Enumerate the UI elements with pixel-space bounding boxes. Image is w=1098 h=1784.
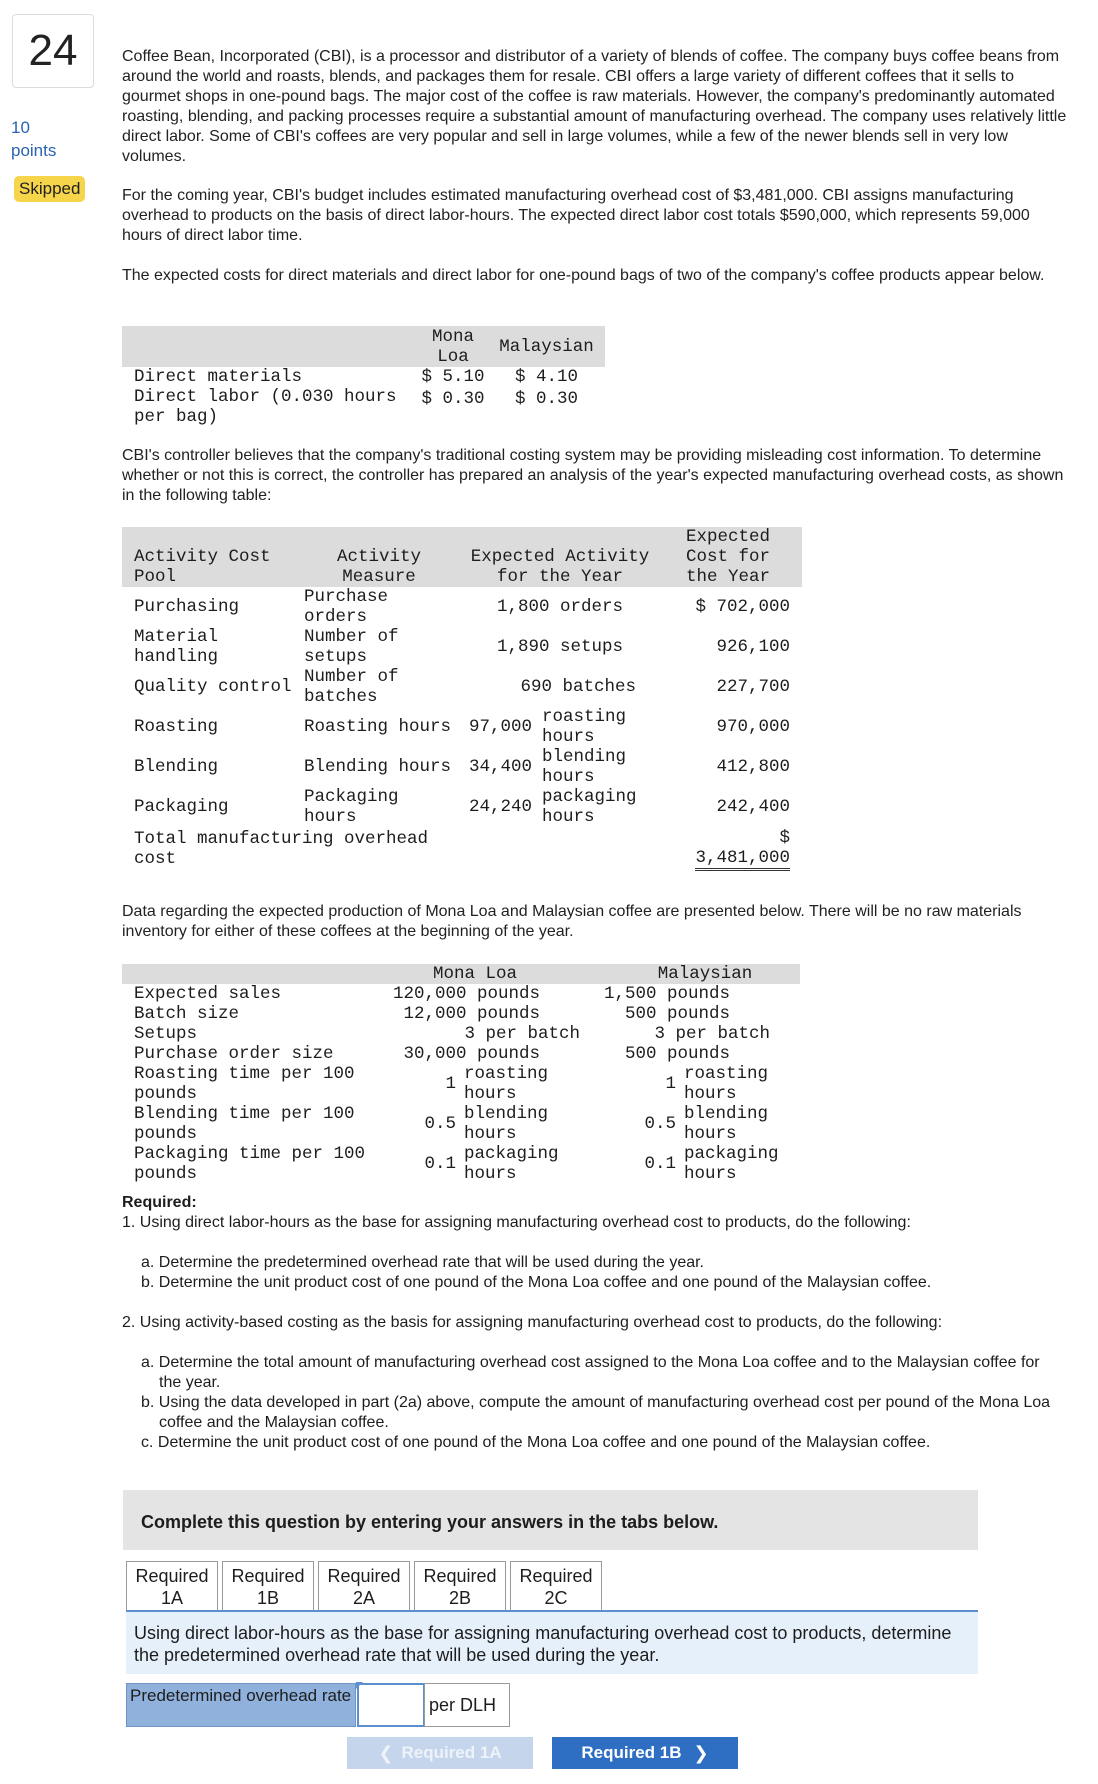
required-item-2: 2. Using activity-based costing as the basis for assigning manufacturing overhead cost to products, do the following: bbox=[122, 1314, 943, 1331]
activity-measure: Roasting hours bbox=[304, 717, 452, 737]
production-unit: roasting bbox=[684, 1064, 769, 1084]
tab-required-2b[interactable] bbox=[414, 1561, 506, 1610]
activity-cost: 412,800 bbox=[716, 757, 790, 777]
activity-row-material-handling bbox=[122, 627, 802, 667]
production-label: Purchase order size bbox=[134, 1044, 334, 1064]
required-item-2b: b. Using the data developed in part (2a) above, compute the amount of manufacturing overhead cost per pound of the Mona Loa coffee and the Malaysian coffee. bbox=[141, 1394, 1051, 1431]
question-number: 24 bbox=[12, 14, 94, 88]
required-item-1b: b. Determine the unit product cost of one pound of the Mona Loa coffee and one pound of the Malaysian coffee. bbox=[141, 1274, 932, 1291]
tab-label: 2A bbox=[352, 1588, 376, 1608]
production-cell: 1 bbox=[665, 1074, 676, 1094]
activity-total-label: Total manufacturing overhead bbox=[134, 829, 429, 849]
activity-cost: $ 702,000 bbox=[695, 597, 790, 617]
production-row-setups bbox=[122, 1024, 800, 1044]
tab-required-1a[interactable] bbox=[126, 1561, 218, 1610]
production-cell: 3 per batch bbox=[464, 1024, 580, 1044]
tab-label: Required bbox=[519, 1566, 593, 1586]
points-label: points bbox=[11, 141, 57, 160]
next-required-button[interactable] bbox=[552, 1737, 738, 1769]
activity-total-cost: 3,481,000 bbox=[695, 848, 790, 871]
cost-col-malaysian: Malaysian bbox=[499, 336, 594, 357]
activity-measure: Packaging bbox=[304, 787, 399, 807]
activity-total-label: cost bbox=[134, 849, 177, 869]
required-item-2a: a. Determine the total amount of manufacturing overhead cost assigned to the Mona Loa coffee and to the Malaysian coffee for the year. bbox=[141, 1354, 1040, 1391]
production-cell: 1,500 pounds bbox=[603, 984, 730, 1004]
production-unit: packaging bbox=[684, 1144, 779, 1164]
cost-table bbox=[122, 326, 605, 427]
production-label: Blending time per 100 bbox=[134, 1104, 355, 1124]
activity-expected: 1,800 orders bbox=[496, 597, 624, 617]
predetermined-overhead-rate-cell[interactable] bbox=[357, 1683, 425, 1727]
cost-cell: $ 5.10 bbox=[421, 367, 485, 387]
production-row-po-size bbox=[122, 1044, 800, 1064]
production-label: pounds bbox=[134, 1124, 198, 1144]
activity-table bbox=[122, 527, 802, 871]
tab-panel-instruction bbox=[126, 1610, 978, 1674]
production-label: Batch size bbox=[134, 1004, 240, 1024]
activity-header-pool-l2: Pool bbox=[134, 567, 177, 587]
activity-unit: roasting bbox=[542, 707, 627, 727]
activity-cost: 227,700 bbox=[716, 677, 790, 697]
activity-measure: Number of bbox=[304, 627, 399, 647]
activity-measure: Purchase bbox=[304, 587, 389, 607]
production-col-malaysian: Malaysian bbox=[657, 964, 753, 984]
production-label: pounds bbox=[134, 1164, 198, 1184]
cost-cell: $ 0.30 bbox=[421, 389, 485, 409]
tab-label: 1B bbox=[256, 1588, 280, 1608]
production-row-roasting bbox=[122, 1064, 800, 1104]
tab-required-2a[interactable] bbox=[318, 1561, 410, 1610]
activity-row-blending bbox=[122, 747, 802, 787]
cost-cell: $ 4.10 bbox=[514, 367, 578, 387]
required-heading: Required: bbox=[122, 1194, 197, 1211]
production-cell: 1 bbox=[445, 1074, 456, 1094]
production-unit: roasting bbox=[464, 1064, 549, 1084]
cost-row-direct-materials bbox=[122, 367, 605, 387]
chevron-left-icon: ❮ bbox=[378, 1742, 394, 1763]
cost-row-label: per bag) bbox=[134, 407, 219, 427]
activity-header-cost-l1: Expected bbox=[686, 527, 771, 547]
production-unit: blending bbox=[464, 1104, 549, 1124]
activity-pool: Roasting bbox=[134, 717, 219, 737]
activity-pool: Packaging bbox=[134, 797, 229, 817]
production-row-packaging bbox=[122, 1144, 800, 1184]
production-unit: hours bbox=[684, 1164, 737, 1184]
activity-pool: handling bbox=[134, 647, 219, 667]
activity-pool: Quality control bbox=[134, 677, 292, 697]
production-unit: hours bbox=[684, 1124, 737, 1144]
activity-cost: 242,400 bbox=[716, 797, 790, 817]
activity-unit: hours bbox=[542, 767, 595, 787]
production-unit: packaging bbox=[464, 1144, 559, 1164]
complete-instruction-text: Complete this question by entering your answers in the tabs below. bbox=[141, 1512, 719, 1532]
prev-required-button[interactable] bbox=[347, 1737, 533, 1769]
production-label: pounds bbox=[134, 1084, 198, 1104]
activity-cost: 970,000 bbox=[716, 717, 790, 737]
activity-measure: setups bbox=[304, 647, 368, 667]
tab-label: Required bbox=[327, 1566, 401, 1586]
production-row-batch-size bbox=[122, 1004, 800, 1024]
cost-cell: $ 0.30 bbox=[514, 389, 578, 409]
activity-header-expected-l1: Expected Activity bbox=[470, 547, 650, 567]
cost-col-mona-loa-l2: Loa bbox=[437, 346, 469, 367]
production-label: Setups bbox=[134, 1024, 198, 1044]
activity-row-quality-control bbox=[122, 667, 802, 707]
tab-instruction-text: Using direct labor-hours as the base for assigning manufacturing overhead cost to products, determine the predetermined overhead rate that will be used during the year. bbox=[134, 1623, 952, 1665]
production-label: Expected sales bbox=[134, 984, 282, 1004]
production-cell: 0.5 bbox=[644, 1114, 676, 1134]
production-label: Packaging time per 100 bbox=[134, 1144, 366, 1164]
activity-total-dollar: $ bbox=[779, 827, 790, 848]
predetermined-overhead-rate-input[interactable] bbox=[359, 1685, 423, 1725]
production-cell: 120,000 pounds bbox=[392, 984, 540, 1004]
activity-qty: 34,400 bbox=[468, 757, 532, 777]
next-button-label: Required 1B bbox=[581, 1743, 682, 1762]
cost-col-mona-loa-l1: Mona bbox=[431, 326, 474, 347]
activity-row-roasting bbox=[122, 707, 802, 747]
production-row-blending bbox=[122, 1104, 800, 1144]
activity-header-measure-l2: Measure bbox=[342, 567, 416, 587]
production-cell: 0.1 bbox=[424, 1154, 456, 1174]
tab-label: 2C bbox=[544, 1588, 568, 1608]
intro-paragraph-4: CBI's controller believes that the company's traditional costing system may be providing misleading cost information. To determine whether or not this is correct, the controller has prepared an analysis of the year's expected manufacturing overhead costs, as shown in the following table: bbox=[122, 447, 1064, 504]
chevron-right-icon: ❯ bbox=[693, 1742, 709, 1763]
production-cell: 500 pounds bbox=[624, 1004, 730, 1024]
intro-paragraph-3: The expected costs for direct materials and direct labor for one-pound bags of two of the company's coffee products appear below. bbox=[122, 267, 1045, 284]
required-item-1a: a. Determine the predetermined overhead rate that will be used during the year. bbox=[141, 1254, 704, 1271]
status-badge: Skipped bbox=[14, 176, 85, 202]
production-cell: 0.5 bbox=[424, 1114, 456, 1134]
production-cell: 12,000 pounds bbox=[403, 1004, 540, 1024]
answer-field-unit: per DLH bbox=[424, 1683, 510, 1727]
activity-unit: hours bbox=[542, 727, 595, 747]
production-table bbox=[122, 964, 800, 1184]
production-unit: hours bbox=[684, 1084, 737, 1104]
activity-pool: Blending bbox=[134, 757, 219, 777]
required-item-1: 1. Using direct labor-hours as the base for assigning manufacturing overhead cost to products, do the following: bbox=[122, 1214, 911, 1231]
points-info bbox=[11, 116, 56, 162]
answer-field-label: Predetermined overhead rate bbox=[126, 1683, 356, 1727]
production-unit: hours bbox=[464, 1124, 517, 1144]
activity-qty: 97,000 bbox=[468, 717, 532, 737]
production-label: Roasting time per 100 bbox=[134, 1064, 355, 1084]
activity-row-purchasing bbox=[122, 587, 802, 627]
activity-row-packaging bbox=[122, 787, 802, 827]
activity-header-expected-l2: for the Year bbox=[496, 567, 624, 587]
activity-measure: Number of bbox=[304, 667, 399, 687]
points-value: 10 bbox=[11, 118, 30, 137]
activity-header-measure-l1: Activity bbox=[336, 547, 421, 567]
activity-row-total bbox=[122, 827, 802, 871]
activity-cost: 926,100 bbox=[716, 637, 790, 657]
tab-required-1b[interactable] bbox=[222, 1561, 314, 1610]
activity-measure: Blending hours bbox=[304, 757, 452, 777]
activity-unit: hours bbox=[542, 807, 595, 827]
production-row-expected-sales bbox=[122, 984, 800, 1004]
activity-header-cost-l2: Cost for bbox=[686, 547, 771, 567]
prev-button-label: Required 1A bbox=[401, 1743, 502, 1762]
activity-measure: orders bbox=[304, 607, 368, 627]
production-col-mona-loa: Mona Loa bbox=[432, 964, 517, 984]
input-marker-icon bbox=[356, 1682, 363, 1689]
tab-label: 2B bbox=[448, 1588, 472, 1608]
intro-paragraph-2: For the coming year, CBI's budget includes estimated manufacturing overhead cost of $3,481,000. CBI assigns manufacturing overhead to products on the basis of direct labor-hours. The expected direct labor cost totals $590,000, which represents 59,000 hours of direct labor time. bbox=[122, 187, 1030, 244]
activity-measure: batches bbox=[304, 687, 378, 707]
activity-measure: hours bbox=[304, 807, 357, 827]
activity-pool: Purchasing bbox=[134, 597, 240, 617]
complete-instruction-bar bbox=[123, 1490, 978, 1550]
cost-row-label: Direct materials bbox=[134, 367, 303, 387]
activity-qty: 24,240 bbox=[468, 797, 532, 817]
production-cell: 3 per batch bbox=[654, 1024, 770, 1044]
activity-unit: blending bbox=[542, 747, 627, 767]
tab-label: Required bbox=[423, 1566, 497, 1586]
activity-pool: Material bbox=[134, 627, 219, 647]
tab-label: 1A bbox=[160, 1588, 184, 1608]
production-unit: hours bbox=[464, 1084, 517, 1104]
tab-label: Required bbox=[135, 1566, 209, 1586]
production-cell: 500 pounds bbox=[624, 1044, 730, 1064]
activity-expected: 690 batches bbox=[520, 677, 636, 697]
activity-header-pool-l1: Activity Cost bbox=[134, 547, 271, 567]
intro-paragraph-5: Data regarding the expected production of Mona Loa and Malaysian coffee are presented below. There will be no raw materials inventory for either of these coffees at the beginning of the year. bbox=[122, 903, 1022, 940]
production-cell: 30,000 pounds bbox=[403, 1044, 540, 1064]
production-unit: blending bbox=[684, 1104, 769, 1124]
tab-required-2c[interactable] bbox=[510, 1561, 602, 1610]
tab-label: Required bbox=[231, 1566, 305, 1586]
activity-header-cost-l3: the Year bbox=[686, 567, 771, 587]
cost-row-label: Direct labor (0.030 hours bbox=[134, 387, 397, 407]
intro-paragraph-1: Coffee Bean, Incorporated (CBI), is a processor and distributor of a variety of blends of coffee. The company buys coffee beans from around the world and roasts, blends, and packages them for resale. CBI offers a large variety of different coffees that it sells to gourmet shops in one-pound bags. The major cost of the coffee is raw materials. However, the company's predominantly automated roasting, blending, and packing processes require a substantial amount of manufacturing overhead. The company uses relatively little direct labor. Some of CBI's coffees are very popular and sell in large volumes, while a few of the newer blends sell in very low volumes. bbox=[122, 48, 1067, 165]
activity-expected: 1,890 setups bbox=[496, 637, 624, 657]
production-cell: 0.1 bbox=[644, 1154, 676, 1174]
production-unit: hours bbox=[464, 1164, 517, 1184]
activity-unit: packaging bbox=[542, 787, 637, 807]
required-item-2c: c. Determine the unit product cost of one pound of the Mona Loa coffee and one pound of the Malaysian coffee. bbox=[141, 1434, 931, 1451]
cost-row-direct-labor bbox=[122, 387, 605, 427]
